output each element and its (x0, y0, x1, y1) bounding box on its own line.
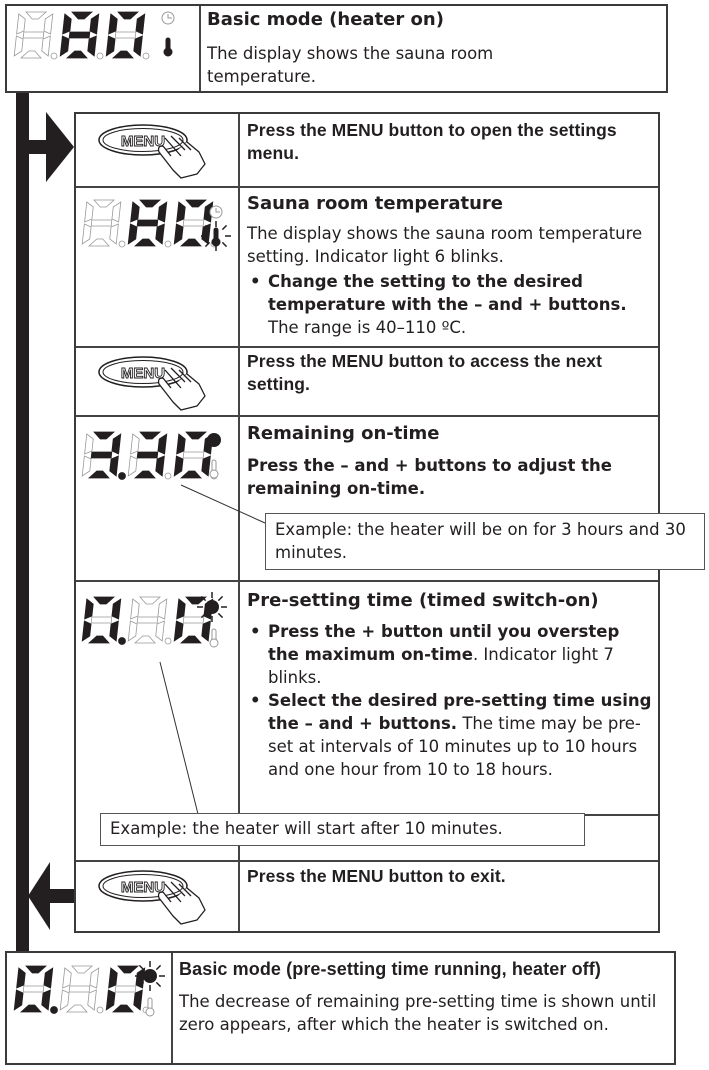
presetting-bullets (247, 620, 652, 781)
bullet-normal: The range is 40–110 ºC. (268, 318, 467, 337)
presetting-title: Pre-setting time (timed switch-on) (247, 590, 599, 611)
svg-text:MENU: MENU (120, 133, 166, 150)
step-next-setting-text: Press the MENU button to access the next setting. (247, 351, 603, 394)
bullet-bold: Select the desired pre-setting time using the – and + buttons. (268, 691, 652, 733)
top-mode-title: Basic mode (heater on) (207, 9, 444, 30)
svg-text:MENU: MENU (120, 365, 166, 382)
step-open-menu-text: Press the MENU button to open the settings menu. (247, 120, 617, 163)
sauna-temp-title: Sauna room temperature (247, 193, 503, 214)
example-presetting-callout: Example: the heater will start after 10 minutes. (100, 813, 585, 846)
sauna-temp-body: The display shows the sauna room temperature setting. Indicator light 6 blinks. (247, 224, 643, 266)
menu-button-press-icon[interactable] (97, 868, 217, 924)
remaining-on-time-title: Remaining on-time (247, 423, 440, 444)
bullet-normal: The time may be pre-set at intervals of 10 minutes up to 10 hours and one hour from 10 to 18 hours. (268, 714, 641, 779)
top-mode-body: The display shows the sauna room temperature. (207, 44, 494, 86)
display-010-icon (82, 597, 242, 657)
display-010-bottom-icon (14, 966, 174, 1026)
bullet-bold: Change the setting to the desired temperature with the – and + buttons. (268, 272, 627, 314)
example-on-time-callout: Example: the heater will be on for 3 hours and 30 minutes. (265, 513, 705, 570)
bottom-mode-body: The decrease of remaining pre-setting time is shown until zero appears, after which the heater is switched on. (179, 992, 657, 1034)
step-exit-text: Press the MENU button to exit. (247, 866, 506, 886)
remaining-on-time-body: Press the – and + buttons to adjust the remaining on-time. (247, 456, 612, 498)
bullet-normal: . Indicator light 7 blinks. (268, 645, 614, 687)
bottom-mode-title: Basic mode (pre-setting time running, heater off) (179, 959, 601, 979)
svg-text:MENU: MENU (120, 879, 166, 896)
bullet-bold: Press the + button until you overstep the maximum on-time (268, 622, 620, 664)
